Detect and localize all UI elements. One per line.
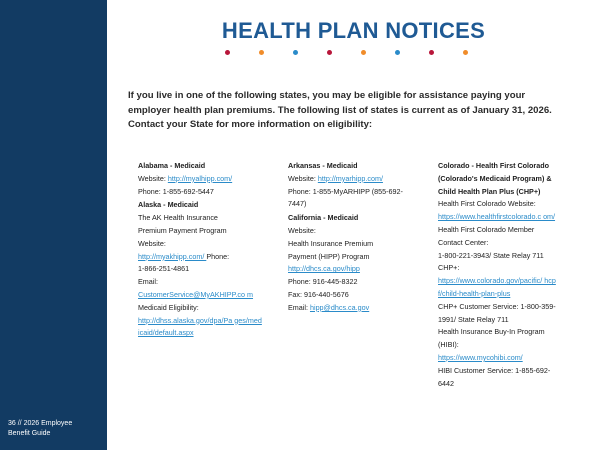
footer-page-number: 36 // 2026 Employee (8, 420, 73, 427)
alaska-phone-label: Phone: (206, 251, 230, 261)
california-line-2: Health Insurance Premium (288, 238, 374, 248)
california-line-3: Payment (HIPP) Program (288, 251, 370, 261)
california-email-label: Email: (288, 302, 310, 312)
colorado-hibi-label: Health Insurance Buy-In Program (HIBI): (438, 327, 545, 350)
alabama-website-link[interactable]: http://myalhipp.com/ (167, 173, 233, 183)
alabama-website-line (138, 173, 262, 186)
arkansas-heading: Arkansas - Medicaid (288, 161, 358, 170)
decorative-dot (225, 50, 230, 55)
alaska-email-label: Email: (138, 277, 158, 287)
arkansas-website-link[interactable]: http://myarhipp.com/ (317, 173, 383, 183)
california-website-link[interactable]: http://dhcs.ca.gov/hipp (288, 264, 360, 274)
alaska-line-2: Premium Payment Program (138, 225, 227, 235)
alabama-heading: Alabama - Medicaid (138, 161, 206, 170)
alaska-eligibility-label: Medicaid Eligibility: (138, 302, 199, 312)
colorado-website-link[interactable]: https://www.healthfirstcolorado.c om/ (438, 212, 556, 222)
decorative-dot (361, 50, 366, 55)
alabama-website-label: Website: (138, 173, 168, 183)
column-3 (438, 160, 556, 390)
colorado-hibi-link[interactable]: https://www.mycohibi.com/ (438, 352, 523, 362)
alaska-email-link[interactable]: CustomerService@MyAKHIPP.co m (138, 289, 254, 299)
california-fax: Fax: 916-440-5676 (288, 289, 349, 299)
california-heading: California - Medicaid (288, 213, 359, 223)
colorado-heading: Colorado - Health First Colorado (Colorado's Medicaid Program) & Child Health Plan Plus (CHP+) (438, 161, 552, 196)
california-email-line (288, 302, 410, 315)
arkansas-website-line (288, 173, 410, 186)
colorado-chp-link[interactable]: https://www.colorado.gov/pacific/ hcpf/child-health-plan-plus (438, 276, 556, 298)
alaska-line-3: Website: (138, 238, 166, 248)
decorative-dot (259, 50, 264, 55)
arkansas-phone: Phone: 1-855-MyARHIPP (855-692-7447) (288, 186, 403, 209)
column-1 (138, 160, 262, 340)
alaska-website-link[interactable]: http://myakhipp.com/ (138, 251, 207, 261)
page-footer (8, 419, 72, 439)
alaska-website-line (138, 251, 262, 264)
california-line-1: Website: (288, 225, 316, 235)
footer-guide-name: Benefit Guide (8, 430, 51, 437)
intro-paragraph: If you live in one of the following states, you may be eligible for assistance paying your employer health plan premiums. The following list of states is current as of January 31, 2026. Contact your State for more information on eligibility: (128, 90, 552, 130)
alaska-eligibility-link[interactable]: http://dhss.alaska.gov/dpa/Pa ges/medicaid/default.aspx (138, 315, 262, 338)
colorado-hibi-service: HIBI Customer Service: 1-855-692-6442 (438, 365, 551, 388)
california-email-link[interactable]: hipp@dhcs.ca.gov (309, 302, 370, 312)
decorative-dot (293, 50, 298, 55)
california-phone: Phone: 916-445-8322 (288, 277, 358, 287)
colorado-member-label: Health First Colorado Member Contact Center: (438, 224, 535, 247)
alaska-phone: 1-866-251-4861 (138, 264, 190, 274)
decorative-dot (429, 50, 434, 55)
colorado-chp-service: CHP+ Customer Service: 1-800-359-1991/ State Relay 711 (438, 301, 556, 324)
decorative-dot-row (225, 48, 465, 58)
column-2 (288, 160, 410, 315)
alaska-line-1: The AK Health Insurance (138, 213, 218, 223)
decorative-dot (395, 50, 400, 55)
decorative-dot (463, 50, 468, 55)
arkansas-website-label: Website: (288, 173, 318, 183)
decorative-dot (327, 50, 332, 55)
colorado-member-phone: 1-800-221-3943/ State Relay 711 (438, 250, 544, 260)
colorado-chp-label: CHP+: (438, 263, 460, 273)
colorado-website-label: Health First Colorado Website: (438, 199, 536, 209)
alabama-phone: Phone: 1-855-692-5447 (138, 186, 214, 196)
page-title: HEALTH PLAN NOTICES (221, 18, 486, 43)
sidebar-band (0, 0, 107, 450)
alaska-heading: Alaska - Medicaid (138, 200, 199, 210)
